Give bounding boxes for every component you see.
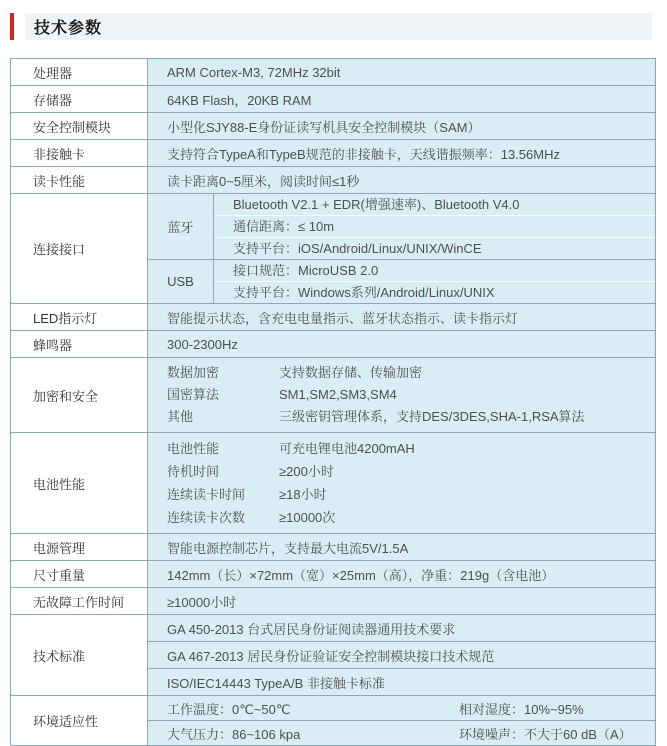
spec-label: 非接触卡 <box>11 140 148 167</box>
spec-label: 电源管理 <box>11 534 148 561</box>
spec-value: 支持平台：Windows系列/Android/Linux/UNIX <box>233 285 495 300</box>
spec-value: GA 467-2013 居民身份证验证安全控制模块接口技术规范 <box>148 642 656 669</box>
spec-value: 64KB Flash，20KB RAM <box>148 86 656 113</box>
table-row-power <box>11 534 656 561</box>
spec-value: 接口规范：MicroUSB 2.0 <box>214 260 655 282</box>
spec-label: 加密和安全 <box>11 358 148 433</box>
spec-label: 连接接口 <box>11 194 148 304</box>
spec-label: 技术标准 <box>11 615 148 696</box>
pair-name: 连续读卡次数 <box>167 510 246 525</box>
table-row-environment-1 <box>11 696 656 721</box>
pair-value: ≥18小时 <box>279 487 327 502</box>
pair-name: 其他 <box>167 409 194 424</box>
pair-value: 支持数据存储、传输加密 <box>279 365 423 380</box>
pair-name: 连续读卡时间 <box>167 487 246 502</box>
pair-value: SM1,SM2,SM3,SM4 <box>279 387 397 402</box>
spec-value: 支持符合TypeA和TypeB规范的非接触卡，天线谐振频率：13.56MHz <box>148 140 656 167</box>
spec-value: ≥10000小时 <box>148 588 656 615</box>
spec-label: 尺寸重量 <box>11 561 148 588</box>
spec-pair <box>167 384 655 406</box>
spec-value: 小型化SJY88-E身份证读写机具安全控制模块（SAM） <box>148 113 656 140</box>
page-title: 技术参数 <box>34 20 103 37</box>
pair-value: ≥10000次 <box>279 510 336 525</box>
env-left: 工作温度：0℃~50℃ <box>167 701 291 717</box>
table-row-read-performance <box>11 167 656 194</box>
spec-value: 支持平台：iOS/Android/Linux/UNIX/WinCE <box>233 241 482 256</box>
spec-value: GA 450-2013 台式居民身份证阅读器通用技术要求 <box>148 615 656 642</box>
env-right: 相对湿度：10%~95% <box>459 701 584 717</box>
table-row-contactless-card <box>11 140 656 167</box>
spec-label: 无故障工作时间 <box>11 588 148 615</box>
table-row-bluetooth <box>11 194 656 260</box>
table-row-security <box>11 358 656 433</box>
table-row-memory <box>11 86 656 113</box>
table-row-sam-module <box>11 113 656 140</box>
table-row-buzzer <box>11 331 656 358</box>
spec-value: Bluetooth V2.1 + EDR(增强速率)、Bluetooth V4.0 <box>214 194 655 216</box>
spec-value: 通信距离：≤ 10m <box>214 216 655 238</box>
spec-label: 环境适应性 <box>11 696 148 746</box>
spec-value: ISO/IEC14443 TypeA/B 非接触卡标准 <box>148 669 656 696</box>
spec-label: 存储器 <box>11 86 148 113</box>
table-row-standard-1 <box>11 615 656 642</box>
env-right: 环境噪声：不大于60 dB（A） <box>459 726 632 742</box>
spec-value: 300-2300Hz <box>148 331 656 358</box>
spec-label: LED指示灯 <box>11 304 148 331</box>
pair-value: 三级密钥管理体系，支持DES/3DES,SHA-1,RSA算法 <box>279 409 585 424</box>
pair-name: 国密算法 <box>167 387 220 402</box>
spec-pair <box>167 406 655 428</box>
section-header <box>10 13 652 40</box>
spec-label: 安全控制模块 <box>11 113 148 140</box>
pair-value: 可充电锂电池4200mAH <box>279 441 415 456</box>
spec-label: 处理器 <box>11 59 148 86</box>
table-row-mtbf <box>11 588 656 615</box>
spec-value: 智能电源控制芯片，支持最大电流5V/1.5A <box>148 534 656 561</box>
spec-label: 电池性能 <box>11 433 148 534</box>
bluetooth-details <box>214 194 656 260</box>
battery-details <box>148 433 656 534</box>
environment-row <box>148 696 656 721</box>
spec-pair <box>167 460 655 483</box>
usb-details <box>214 260 656 304</box>
spec-table <box>10 58 656 746</box>
pair-name: 电池性能 <box>167 441 220 456</box>
security-details <box>148 358 656 433</box>
sub-label-usb: USB <box>148 260 214 304</box>
spec-pair <box>167 437 655 460</box>
table-row-processor <box>11 59 656 86</box>
table-row-size-weight <box>11 561 656 588</box>
env-left: 大气压力：86~106 kpa <box>167 726 301 742</box>
pair-value: ≥200小时 <box>279 464 334 479</box>
table-row-battery <box>11 433 656 534</box>
spec-pair <box>167 506 655 529</box>
title-strip <box>25 13 652 40</box>
table-row-led <box>11 304 656 331</box>
spec-label: 蜂鸣器 <box>11 331 148 358</box>
pair-name: 待机时间 <box>167 464 220 479</box>
spec-value: ARM Cortex-M3, 72MHz 32bit <box>148 59 656 86</box>
spec-value: 读卡距离0~5厘米，阅读时间≤1秒 <box>148 167 656 194</box>
spec-label: 读卡性能 <box>11 167 148 194</box>
spec-pair <box>167 362 655 384</box>
spec-value: 智能提示状态，含充电电量指示、蓝牙状态指示、读卡指示灯 <box>148 304 656 331</box>
sub-label-bluetooth: 蓝牙 <box>148 194 214 260</box>
red-accent-bar <box>10 13 14 40</box>
spec-pair <box>167 483 655 506</box>
environment-row <box>148 721 656 746</box>
spec-value: 142mm（长）×72mm（宽）×25mm（高），净重：219g（含电池） <box>148 561 656 588</box>
pair-name: 数据加密 <box>167 365 220 380</box>
